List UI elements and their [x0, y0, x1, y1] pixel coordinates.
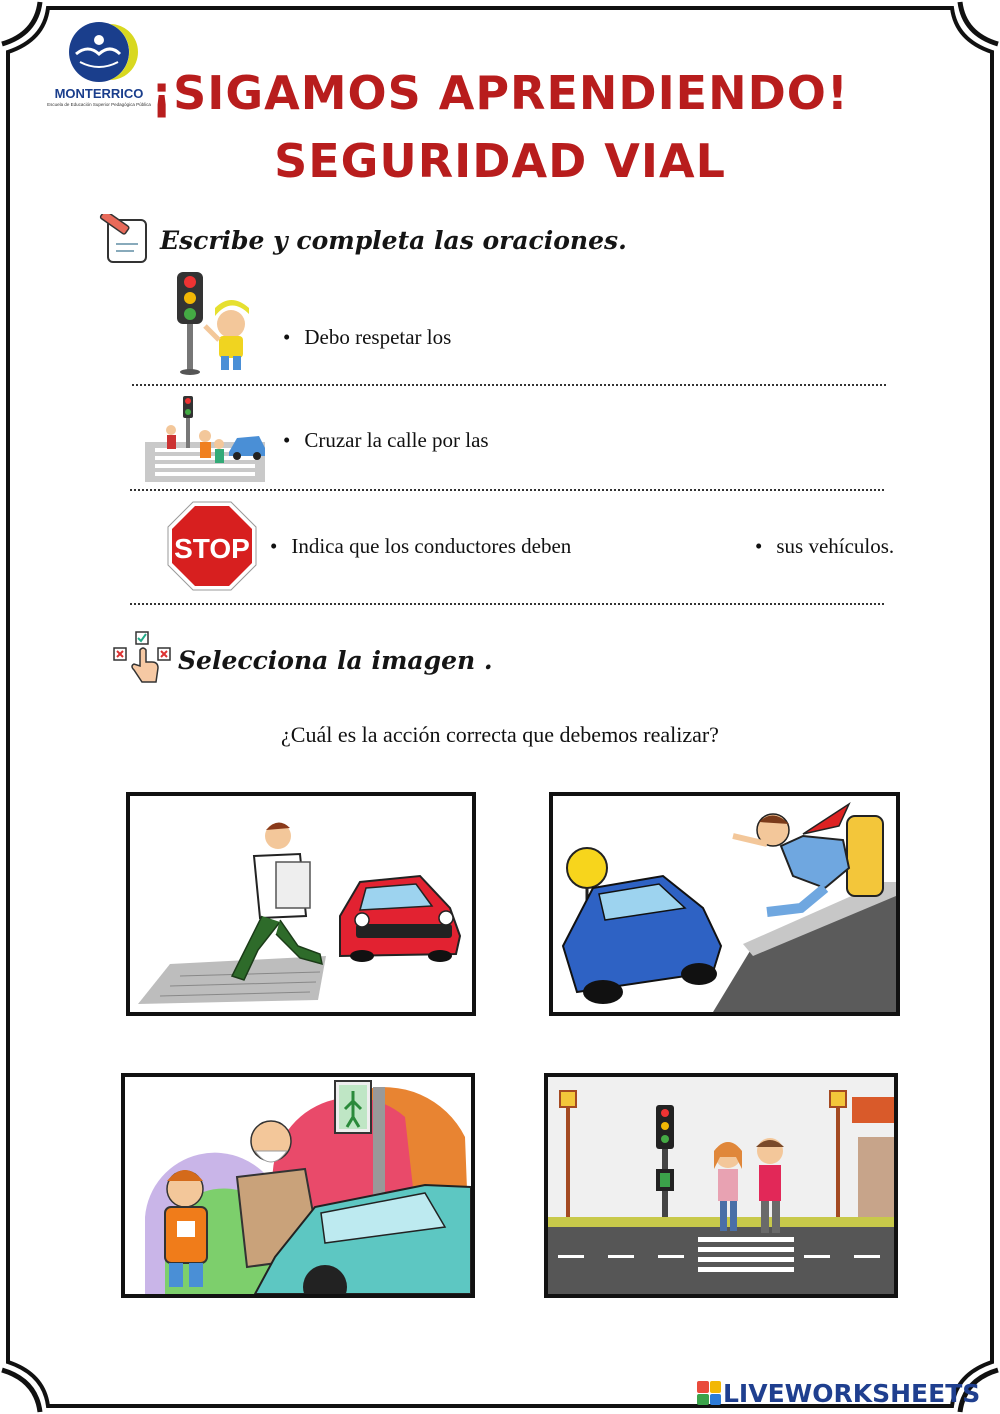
- answer-line-2: [130, 489, 884, 491]
- sentence-3: • Indica que los conductores deben: [270, 534, 571, 559]
- logo-name: MONTERRICO: [54, 86, 144, 101]
- child-helping-elder-at-crosswalk-image: [125, 1077, 471, 1294]
- sentence-3-suffix: • sus vehículos.: [755, 534, 894, 559]
- liveworksheets-brand: [697, 1378, 980, 1408]
- image-option-2[interactable]: [549, 792, 900, 1016]
- pencil-paper-icon: [98, 214, 152, 266]
- select-click-icon: [112, 630, 172, 686]
- section1-heading: Escribe y completa las oraciones.: [160, 226, 627, 255]
- liveworksheets-text: LIVEWORKSHEETS: [723, 1378, 981, 1408]
- stop-sign-text: STOP: [174, 533, 250, 564]
- image-option-3[interactable]: [121, 1073, 475, 1298]
- man-running-in-front-of-car-image: [130, 796, 472, 1012]
- question-text: ¿Cuál es la acción correcta que debemos realizar?: [281, 722, 719, 747]
- answer-line-1: [132, 384, 886, 386]
- stop-sign-icon: [166, 500, 258, 592]
- answer-line-3: [130, 603, 884, 605]
- traffic-light-child-icon: [165, 268, 265, 378]
- page-title: ¡SIGAMOS APRENDIENDO!: [151, 66, 849, 120]
- sentence-2: • Cruzar la calle por las: [283, 428, 489, 453]
- liveworksheets-logo-icon: [697, 1381, 721, 1405]
- sentence-1: • Debo respetar los: [283, 325, 451, 350]
- page-subtitle: SEGURIDAD VIAL: [274, 134, 726, 188]
- child-hit-by-car-image: [553, 796, 896, 1012]
- image-option-4[interactable]: [544, 1073, 898, 1298]
- section2-heading: Selecciona la imagen .: [178, 646, 493, 675]
- crosswalk-icon: [145, 392, 265, 482]
- logo-subtitle: Escuela de Educación Superior Pedagógica Pública: [47, 102, 151, 107]
- image-option-1[interactable]: [126, 792, 476, 1016]
- children-waiting-at-crosswalk-image: [548, 1077, 894, 1294]
